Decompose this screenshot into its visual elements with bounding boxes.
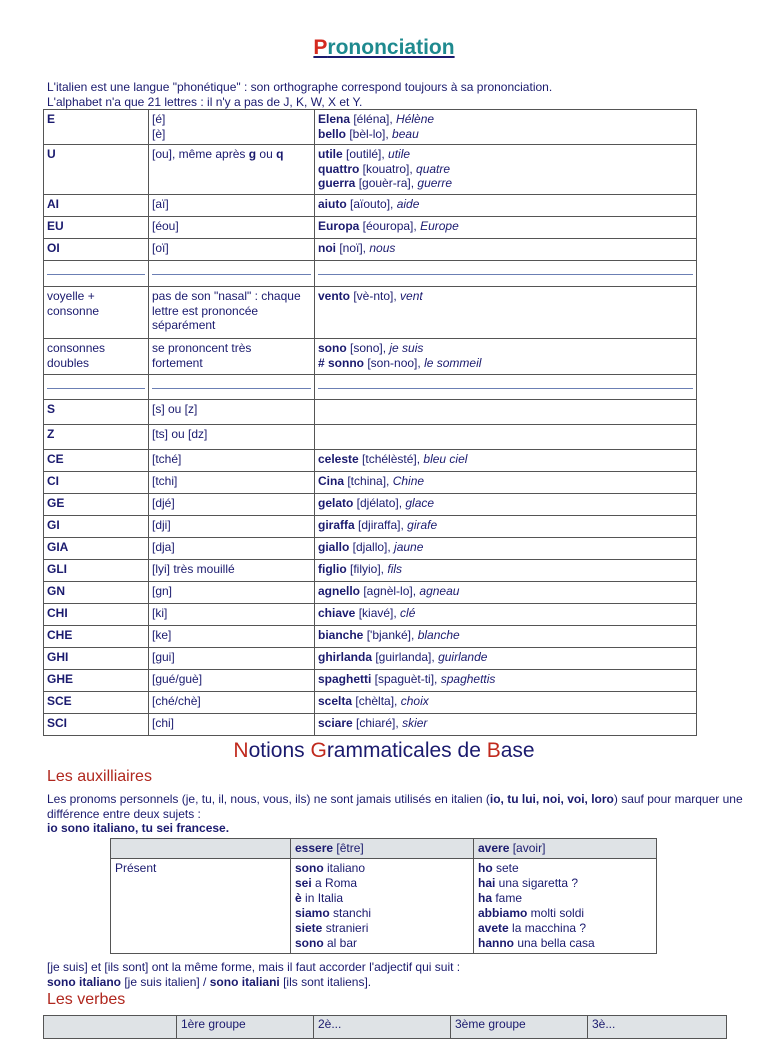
sound-cell: [oï] [149, 239, 315, 261]
verbs-header-cell: 2è... [314, 1016, 451, 1039]
example-cell: utile [outilé], utile quattro [kouatro], quatre guerra [gouèr-ra], guerre [315, 145, 697, 195]
header-avere: avere [avoir] [474, 839, 657, 859]
letter-cell: GHE [44, 670, 149, 692]
example-cell: giraffa [djiraffa], girafe [315, 516, 697, 538]
pronunciation-row [44, 604, 697, 626]
avere-conjugation: ho sete hai una sigaretta ? ha fame abbiamo molti soldi avete la macchina ? hanno una bella casa [474, 859, 657, 954]
sound-cell: [ou], même après g ou q [149, 145, 315, 195]
example-cell: giallo [djallo], jaune [315, 538, 697, 560]
letter-cell: GN [44, 582, 149, 604]
example-cell: scelta [chèlta], choix [315, 692, 697, 714]
pronunciation-row [44, 287, 697, 339]
separator-cell [149, 261, 315, 287]
pronunciation-row [44, 145, 697, 195]
letter-cell: S [44, 400, 149, 425]
sound-cell: pas de son "nasal" : chaque lettre est prononcée séparément [149, 287, 315, 339]
letter-cell: Z [44, 425, 149, 450]
example-cell: vento [vè-nto], vent [315, 287, 697, 339]
pronunciation-row [44, 472, 697, 494]
separator-cell [315, 375, 697, 400]
example-cell: sciare [chiaré], skier [315, 714, 697, 736]
sound-cell: [gui] [149, 648, 315, 670]
verbs-table-header [44, 1016, 727, 1039]
example-cell: celeste [tchélèsté], bleu ciel [315, 450, 697, 472]
pronunciation-row [44, 195, 697, 217]
example-cell [315, 400, 697, 425]
auxiliaries-heading: Les auxilliaires [47, 768, 152, 785]
letter-cell: voyelle + consonne [44, 287, 149, 339]
sound-cell: [gué/guè] [149, 670, 315, 692]
separator-cell [44, 375, 149, 400]
verbs-header-cell: 3è... [588, 1016, 727, 1039]
sound-cell: [é] [è] [149, 110, 315, 145]
sound-cell: [éou] [149, 217, 315, 239]
grammar-section-title: Notions Grammaticales de Base [233, 739, 535, 762]
letter-cell: consonnes doubles [44, 339, 149, 375]
example-cell: Elena [éléna], Hélène bello [bèl-lo], beau [315, 110, 697, 145]
pronunciation-row [44, 425, 697, 450]
separator-cell [149, 375, 315, 400]
pronunciation-row [44, 692, 697, 714]
letter-cell: CE [44, 450, 149, 472]
letter-cell: CI [44, 472, 149, 494]
letter-cell: SCE [44, 692, 149, 714]
example-cell: noi [noï], nous [315, 239, 697, 261]
letter-cell: GE [44, 494, 149, 516]
pronunciation-row [44, 217, 697, 239]
example-cell: aiuto [aïouto], aide [315, 195, 697, 217]
sound-cell: [ts] ou [dz] [149, 425, 315, 450]
pronunciation-row [44, 670, 697, 692]
example-cell: agnello [agnèl-lo], agneau [315, 582, 697, 604]
example-cell: Cina [tchina], Chine [315, 472, 697, 494]
letter-cell: EU [44, 217, 149, 239]
pronunciation-row [44, 450, 697, 472]
letter-cell: E [44, 110, 149, 145]
verbs-heading: Les verbes [47, 991, 126, 1008]
sound-cell: [ché/chè] [149, 692, 315, 714]
auxiliaries-paragraph: Les pronoms personnels (je, tu, il, nous, vous, ils) ne sont jamais utilisés en italien (io, tu lui, noi, voi, loro) sauf pour marquer une différence entre deux sujets : io sono italiano, tu sei francese. [47, 792, 743, 836]
pronunciation-row [44, 626, 697, 648]
header-essere: essere [être] [291, 839, 474, 859]
pronunciation-row [44, 560, 697, 582]
sound-cell: [gn] [149, 582, 315, 604]
verbs-table [43, 1015, 727, 1039]
verbs-header-cell: 1ère groupe [177, 1016, 314, 1039]
pronunciation-row [44, 648, 697, 670]
letter-cell: SCI [44, 714, 149, 736]
example-cell: bianche ['bjanké], blanche [315, 626, 697, 648]
letter-cell: CHI [44, 604, 149, 626]
pronunciation-row [44, 110, 697, 145]
sound-cell: se prononcent très fortement [149, 339, 315, 375]
letter-cell: GIA [44, 538, 149, 560]
intro-text [47, 80, 737, 110]
example-cell: Europa [éouropa], Europe [315, 217, 697, 239]
letter-cell: U [44, 145, 149, 195]
separator-cell [44, 261, 149, 287]
example-cell: spaghetti [spaguèt-ti], spaghettis [315, 670, 697, 692]
sound-cell: [ki] [149, 604, 315, 626]
pronunciation-row [44, 714, 697, 736]
auxiliaries-table-header [111, 839, 657, 859]
sound-cell: [tchi] [149, 472, 315, 494]
sound-cell: [ke] [149, 626, 315, 648]
separator-cell [315, 261, 697, 287]
letter-cell: GHI [44, 648, 149, 670]
letter-cell: OI [44, 239, 149, 261]
example-cell: figlio [filyio], fils [315, 560, 697, 582]
auxiliaries-table [110, 838, 657, 954]
page-title: Prononciation [313, 36, 455, 59]
sound-cell: [lyi] très mouillé [149, 560, 315, 582]
sound-cell: [djé] [149, 494, 315, 516]
auxiliaries-note: [je suis] et [ils sont] ont la même forme, mais il faut accorder l'adjectif qui suit : sono italiano [je suis italien] / sono italiani [ils sont italiens]. [47, 960, 461, 989]
letter-cell: GI [44, 516, 149, 538]
sound-cell: [tché] [149, 450, 315, 472]
separator-row [44, 261, 697, 287]
pronunciation-row [44, 516, 697, 538]
intro-line-2: L'alphabet n'a que 21 lettres : il n'y a pas de J, K, W, X et Y. [47, 95, 363, 109]
pronunciation-row [44, 339, 697, 375]
example-cell: ghirlanda [guirlanda], guirlande [315, 648, 697, 670]
letter-cell: CHE [44, 626, 149, 648]
letter-cell: GLI [44, 560, 149, 582]
sound-cell: [s] ou [z] [149, 400, 315, 425]
separator-row [44, 375, 697, 400]
pronunciation-row [44, 538, 697, 560]
example-cell: chiave [kiavé], clé [315, 604, 697, 626]
sound-cell: [dja] [149, 538, 315, 560]
example-cell: sono [sono], je suis # sonno [son-noo], le sommeil [315, 339, 697, 375]
verbs-header-cell: 3ème groupe [451, 1016, 588, 1039]
example-cell [315, 425, 697, 450]
pronunciation-row [44, 239, 697, 261]
pronunciation-row [44, 400, 697, 425]
header-empty-cell [111, 839, 291, 859]
sound-cell: [chi] [149, 714, 315, 736]
pronunciation-row [44, 582, 697, 604]
intro-line-1: L'italien est une langue "phonétique" : son orthographe correspond toujours à sa prononciation. [47, 80, 553, 94]
pronunciation-row [44, 494, 697, 516]
sound-cell: [aï] [149, 195, 315, 217]
pronunciation-table [43, 109, 697, 736]
present-row [111, 859, 657, 954]
letter-cell: AI [44, 195, 149, 217]
sound-cell: [dji] [149, 516, 315, 538]
verbs-header-cell [44, 1016, 177, 1039]
example-cell: gelato [djélato], glace [315, 494, 697, 516]
essere-conjugation: sono italiano sei a Roma è in Italia siamo stanchi siete stranieri sono al bar [291, 859, 474, 954]
present-label: Présent [111, 859, 291, 954]
